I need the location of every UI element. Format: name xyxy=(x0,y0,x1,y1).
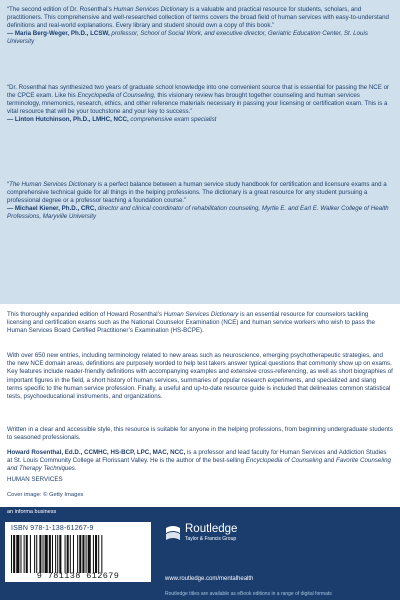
review-author-2: — Linton Hutchinson, Ph.D., LMHC, NCC, xyxy=(7,116,129,124)
routledge-logo-icon xyxy=(165,524,181,542)
description-paragraph-2: With over 650 new entries, including terminology related to new areas such as neuroscience, emerging psychotherapeutic strategies, and the new NCE domain areas, definitions are purposely worded to help test takers answer typical questions that commonly show up on exams. Key features include reader-friendly definitions with accompanying examples and extensive cross-referencing, as well as short biographies of important figures in the field, a short history of human services, summaries of popular research experiments, and specialized and slang terms specific to the human service profession. Finally, a useful and up-to-date resource guide is included that delineates common statistical tests, psychoeducational instruments, and organizations. xyxy=(7,352,393,401)
cover-credit: Cover image: © Getty Images xyxy=(7,492,84,498)
description-paragraph-1: This thoroughly expanded edition of Howard Rosenthal’s Human Services Dictionary is an essential resource for counselors tackling licensing and certification exams such as the National Counselor Examination (NCE) and human service workers who wish to pass the Human Services Board Certified Practitioner’s Examination (HS-BCPE). xyxy=(7,311,375,335)
ebook-note: Routledge titles are available as eBook editions in a range of digital formats xyxy=(165,591,332,597)
author-name: Howard Rosenthal, Ed.D., CCMHC, HS-BCP, LPC, MAC, NCC, xyxy=(7,449,186,456)
informa-business-label: an informa business xyxy=(7,509,57,515)
barcode-card xyxy=(5,522,151,582)
category-label: HUMAN SERVICES xyxy=(7,476,63,483)
review-quote-2: “Dr. Rosenthal has synthesized two years of graduate school knowledge into one convenient source that is essential for passing the NCE or the CPCE exam. Like his Encyclopedia of Counseling, this visionary review has brought together counseling and human services terminology, mnemonics, research, ethics, and other reference materials necessary in passing your licensing or certification exam. This is a vital resource that will be your touchstone and your key to success.” — Linton Hutchinson, Ph.D., LMHC, NCC, comprehensive exam specialist xyxy=(7,84,390,124)
review-quote-1: “The second edition of Dr. Rosenthal’s Human Services Dictionary is a valuable and practical resource for students, scholars, and practitioners. This comprehensive and well-researched collection of terms covers the broad field of human services with easy-to-understand definitions and real-world explanations. Every library and student should own a copy of this book.” — Maria Berg-Weger, Ph.D., LCSW, professor, School of Social Work, and executive director, Geriatric Education Center, St. Louis University xyxy=(7,6,389,46)
review-affiliation-2: comprehensive exam specialist xyxy=(128,116,217,124)
author-bio: Howard Rosenthal, Ed.D., CCMHC, HS-BCP, LPC, MAC, NCC, is a professor and lead faculty for Human Services and Addiction Studies at St. Louis Community College at Florissant Valley. He is the author of the best-selling Encyclopedia of Counseling and Favorite Counseling and Therapy Techniques. xyxy=(7,449,391,473)
publisher-logo xyxy=(165,524,265,544)
barcode-number: 9 781138 612679 xyxy=(36,571,120,581)
publisher-name: Routledge xyxy=(185,523,238,535)
description-paragraph-3: Written in a clear and accessible style, this resource is suitable for anyone in the helping professions, from beginning undergraduate students to seasoned professionals. xyxy=(7,426,393,442)
barcode xyxy=(11,535,145,573)
review-author-1: — Maria Berg-Weger, Ph.D., LCSW, xyxy=(7,30,110,38)
review-affiliation-1: professor, School of Social Work, and executive director, Geriatric Education Center, St. Louis University xyxy=(7,30,368,46)
footer-bar xyxy=(0,507,400,600)
publisher-url[interactable]: www.routledge.com/mentalhealth xyxy=(165,576,254,582)
review-quote-3: “The Human Services Dictionary is a perfect balance between a human service study handbook for certification and licensure exams and a comprehensive technical guide for all things in the helping professions. The dictionary is a great resource for any student pursuing a professional degree or a professor teaching a foundation course.” — Michael Kiener, Ph.D., CRC, director and clinical coordinator of rehabilitation counseling, Myrtle E. and Earl E. Walker College of Health Professions, Maryville University xyxy=(7,181,389,221)
review-affiliation-3: director and clinical coordinator of rehabilitation counseling, Myrtle E. and Earl E. Walker College of Health Professions, Maryville University xyxy=(7,205,389,221)
publisher-subtitle: Taylor & Francis Group xyxy=(185,536,237,542)
review-author-3: — Michael Kiener, Ph.D., CRC, xyxy=(7,205,97,213)
isbn-label: ISBN 978-1-138-61267-9 xyxy=(11,525,94,532)
